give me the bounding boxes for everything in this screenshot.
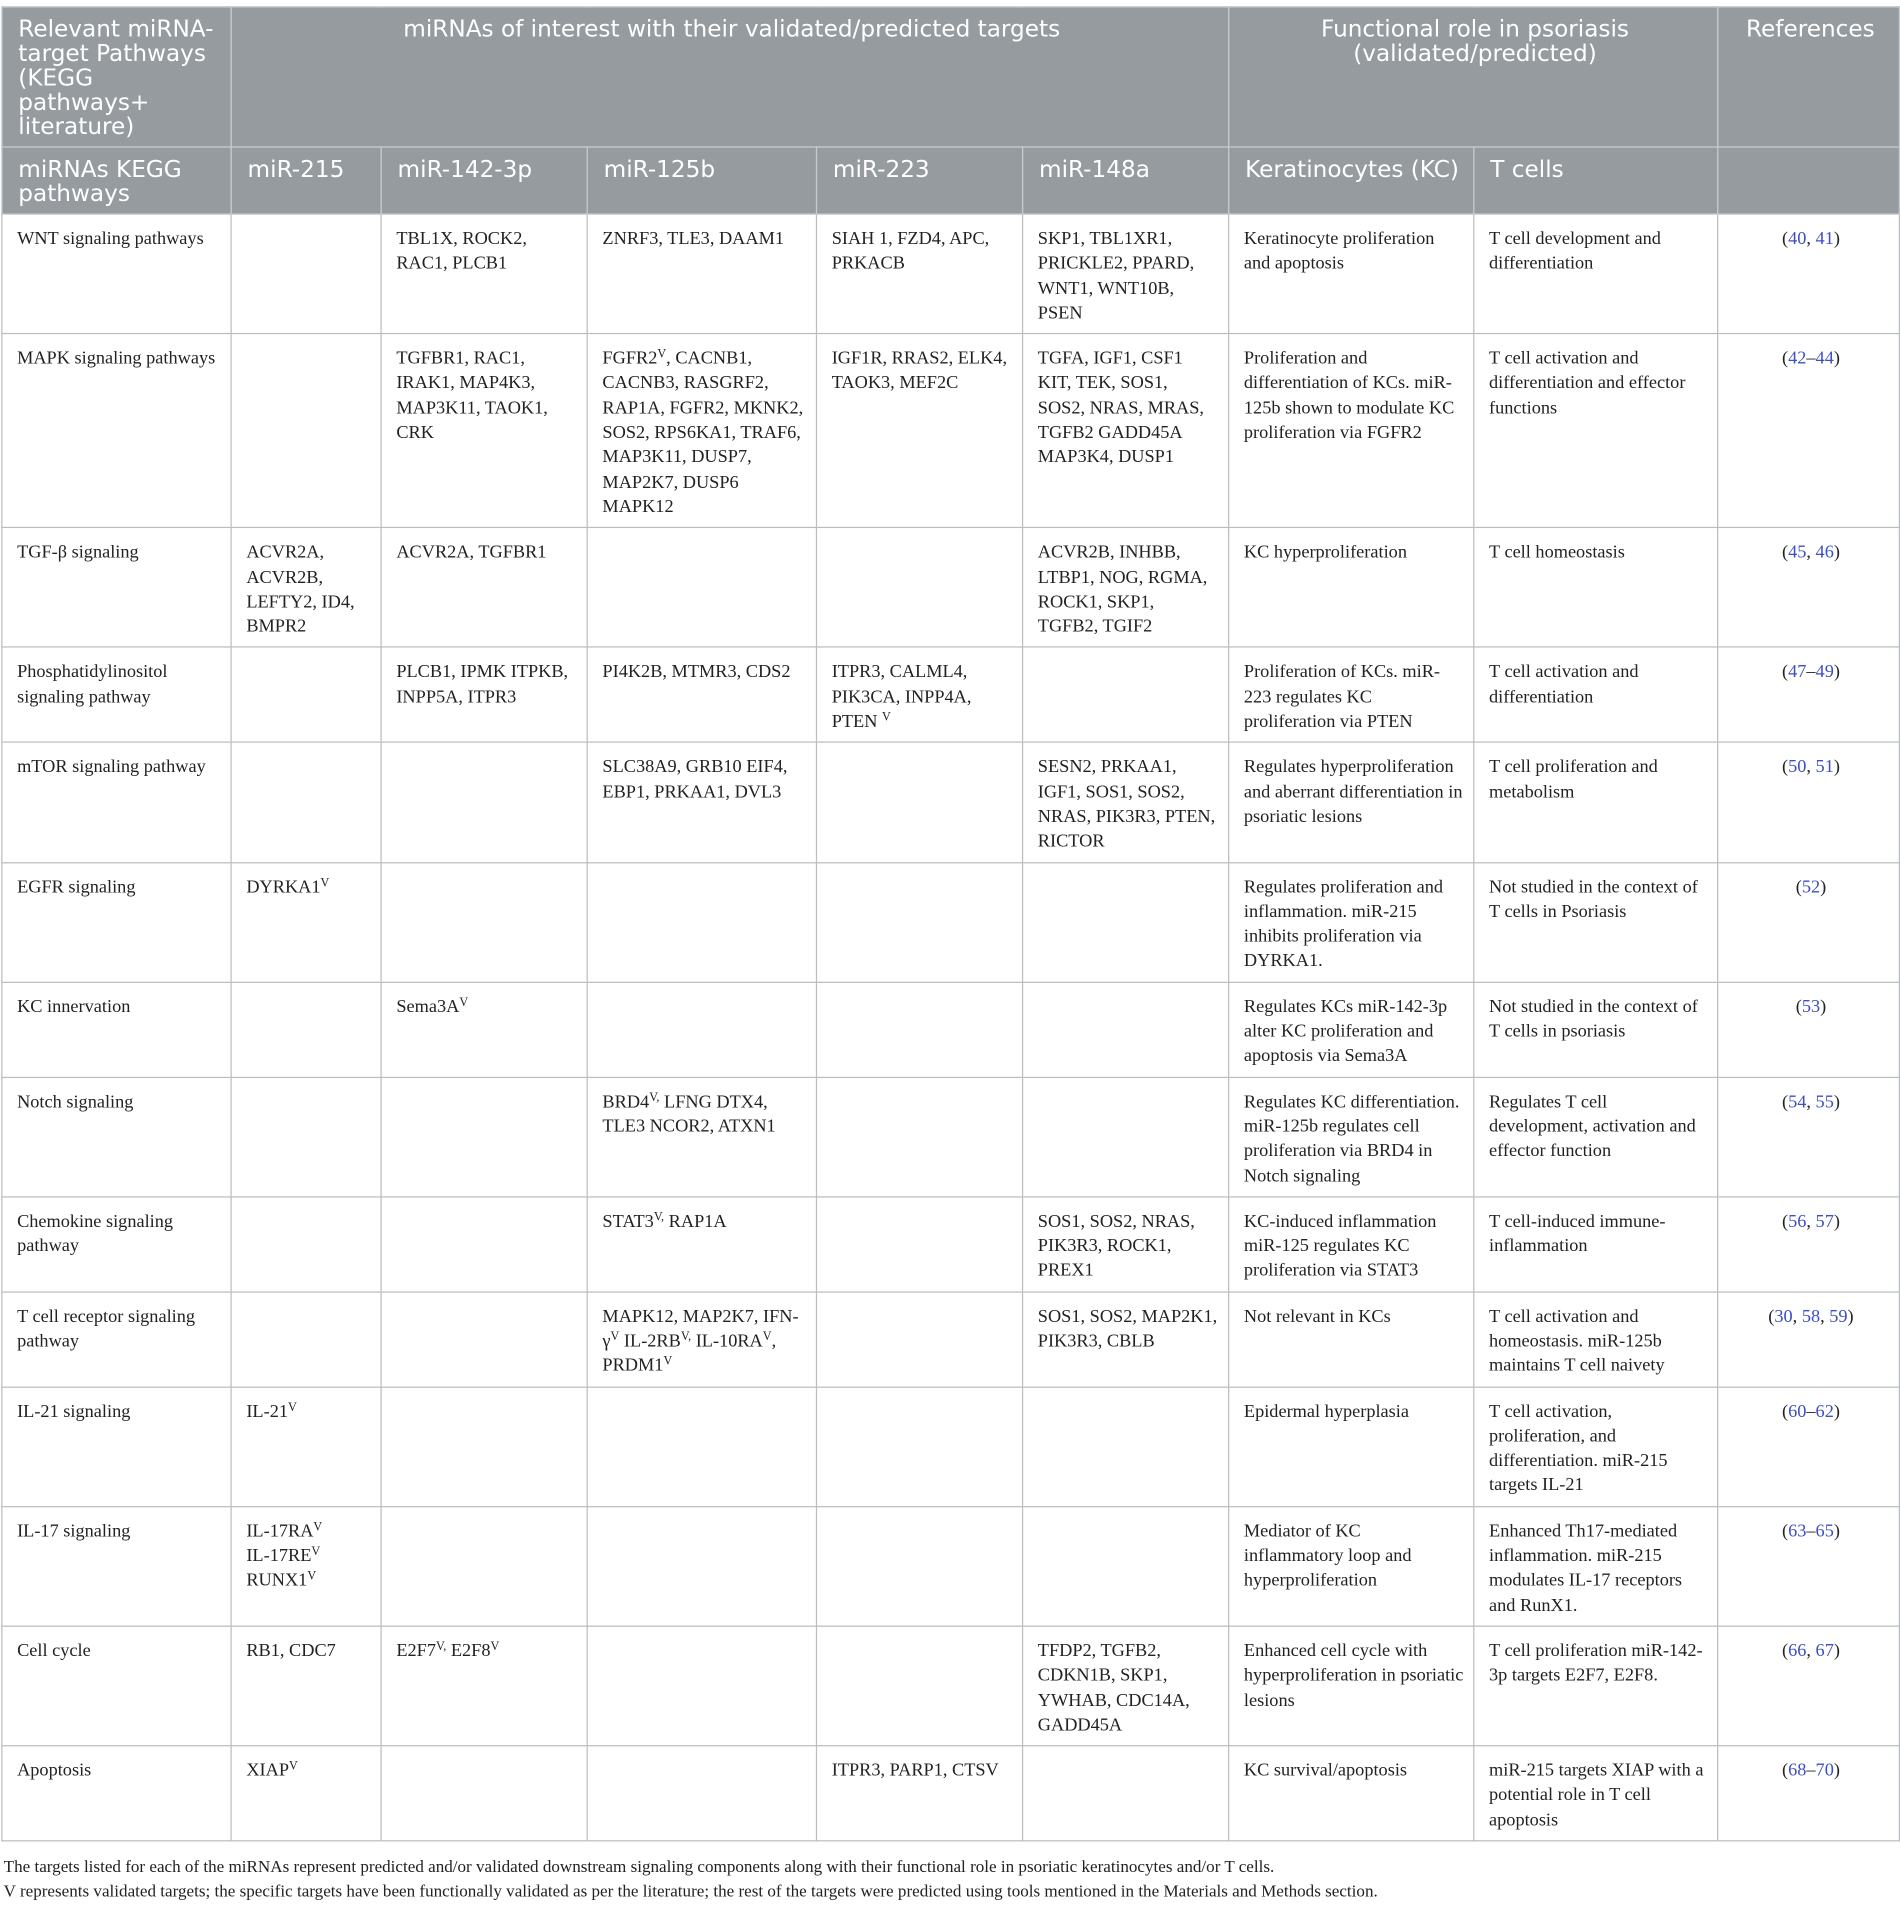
mir-125b-targets: [587, 1506, 816, 1626]
reference-punctuation: –: [1806, 349, 1816, 369]
reference-link[interactable]: 57: [1815, 1211, 1834, 1232]
mir-142-3p-targets: TGFBR1, RAC1, IRAK1, MAP4K3, MAP3K11, TAOK1, CRK: [381, 334, 587, 528]
pathway-cell: mTOR signaling pathway: [2, 742, 231, 862]
mir-223-targets: [816, 1077, 1022, 1197]
mir-142-3p-targets: [381, 1506, 587, 1626]
header-mir-148a: miR-148a: [1023, 147, 1229, 214]
reference-link[interactable]: 53: [1801, 997, 1821, 1017]
reference-link[interactable]: 67: [1815, 1641, 1834, 1661]
references-cell: [1718, 1506, 1900, 1626]
table-body: [2, 214, 1900, 1841]
reference-punctuation: ): [1833, 1092, 1840, 1112]
reference-link[interactable]: 42: [1788, 349, 1807, 369]
reference-punctuation: ): [1833, 1641, 1840, 1661]
reference-link[interactable]: 49: [1815, 662, 1834, 683]
mir-223-targets: [816, 1197, 1022, 1292]
mir-215-targets: RB1, CDC7: [231, 1626, 381, 1746]
header-function-group: Functional role in psoriasis (validated/predicted): [1229, 7, 1718, 147]
reference-punctuation: –: [1806, 662, 1816, 683]
reference-punctuation: (: [1782, 349, 1789, 369]
mir-142-3p-targets: TBL1X, ROCK2, RAC1, PLCB1: [381, 214, 587, 334]
mir-142-3p-targets: [381, 862, 587, 982]
reference-punctuation: ,: [1806, 1211, 1816, 1232]
pathway-cell: Apoptosis: [2, 1746, 231, 1841]
reference-punctuation: ): [1833, 1521, 1840, 1542]
mir-125b-targets: SLC38A9, GRB10 EIF4, EBP1, PRKAA1, DVL3: [587, 742, 816, 862]
keratinocyte-role: Proliferation of KCs. miR-223 regulates KC proliferation via PTEN: [1229, 647, 1474, 742]
mir-223-targets: ITPR3, CALML4, PIK3CA, INPP4A, PTEN $^V$: [816, 647, 1022, 742]
reference-punctuation: ): [1833, 1761, 1840, 1781]
pathway-cell: Notch signaling: [2, 1077, 231, 1197]
references-cell: [1718, 862, 1900, 982]
header-mir-223: miR-223: [816, 147, 1022, 214]
keratinocyte-role: Regulates proliferation and inflammation. miR-215 inhibits proliferation via DYRKA1.: [1229, 862, 1474, 982]
table-footnotes: [0, 1841, 1900, 1904]
t-cell-role: T cell proliferation miR-142-3p targets E2F7, E2F8.: [1474, 1626, 1718, 1746]
reference-punctuation: (: [1782, 543, 1789, 563]
mir-125b-targets: [587, 862, 816, 982]
mir-125b-targets: [587, 1746, 816, 1841]
reference-punctuation: ): [1820, 997, 1827, 1017]
mir-142-3p-targets: PLCB1, IPMK ITPKB, INPP5A, ITPR3: [381, 647, 587, 742]
pathway-cell: KC innervation: [2, 982, 231, 1077]
reference-link[interactable]: 60: [1788, 1401, 1807, 1422]
mir-142-3p-targets: [381, 1387, 587, 1507]
reference-link[interactable]: 41: [1815, 229, 1834, 249]
references-cell: [1718, 528, 1900, 648]
header-references-blank: [1718, 147, 1900, 214]
mir-223-targets: [816, 982, 1022, 1077]
reference-punctuation: (: [1782, 757, 1789, 778]
references-cell: [1718, 1292, 1900, 1387]
keratinocyte-role: Keratinocyte proliferation and apoptosis: [1229, 214, 1474, 334]
mir-148a-targets: [1023, 1077, 1229, 1197]
mir-223-targets: ITPR3, PARP1, CTSV: [816, 1746, 1022, 1841]
mir-223-targets: IGF1R, RRAS2, ELK4, TAOK3, MEF2C: [816, 334, 1022, 528]
reference-link[interactable]: 44: [1815, 349, 1834, 369]
t-cell-role: Not studied in the context of T cells in Psoriasis: [1474, 862, 1718, 982]
reference-punctuation: (: [1782, 1211, 1789, 1232]
reference-punctuation: ): [1833, 229, 1840, 249]
mir-215-targets: [231, 1197, 381, 1292]
mir-148a-targets: ACVR2B, INHBB, LTBP1, NOG, RGMA, ROCK1, SKP1, TGFB2, TGIF2: [1023, 528, 1229, 648]
pathway-cell: Chemokine signaling pathway: [2, 1197, 231, 1292]
reference-link[interactable]: 52: [1801, 877, 1821, 897]
mir-148a-targets: [1023, 1387, 1229, 1507]
pathway-cell: MAPK signaling pathways: [2, 334, 231, 528]
reference-punctuation: (: [1782, 1401, 1789, 1422]
reference-link[interactable]: 54: [1788, 1092, 1807, 1112]
keratinocyte-role: Epidermal hyperplasia: [1229, 1387, 1474, 1507]
keratinocyte-role: KC-induced inflammation miR-125 regulates KC proliferation via STAT3: [1229, 1197, 1474, 1292]
reference-punctuation: (: [1782, 1092, 1789, 1112]
reference-punctuation: ): [1833, 1211, 1840, 1232]
keratinocyte-role: Regulates KCs miR-142-3p alter KC proliferation and apoptosis via Sema3A: [1229, 982, 1474, 1077]
reference-link[interactable]: 59: [1829, 1306, 1848, 1327]
mir-148a-targets: SOS1, SOS2, NRAS, PIK3R3, ROCK1, PREX1: [1023, 1197, 1229, 1292]
reference-punctuation: (: [1782, 1641, 1789, 1661]
mir-142-3p-targets: [381, 1292, 587, 1387]
table-row: [2, 334, 1900, 528]
mir-215-targets: $DYRKA1^V$: [231, 862, 381, 982]
header-keratinocytes: Keratinocytes (KC): [1229, 147, 1474, 214]
mir-142-3p-targets: [381, 1746, 587, 1841]
mir-215-targets: ACVR2A, ACVR2B, LEFTY2, ID4, BMPR2: [231, 528, 381, 648]
mir-148a-targets: SKP1, TBL1XR1, PRICKLE2, PPARD, WNT1, WNT10B, PSEN: [1023, 214, 1229, 334]
mir-125b-targets: ZNRF3, TLE3, DAAM1: [587, 214, 816, 334]
reference-link[interactable]: 45: [1788, 543, 1807, 563]
mir-125b-targets: [587, 1387, 816, 1507]
mir-215-targets: $XIAP^V$: [231, 1746, 381, 1841]
t-cell-role: T cell proliferation and metabolism: [1474, 742, 1718, 862]
mir-223-targets: [816, 528, 1022, 648]
mir-125b-targets: [587, 528, 816, 648]
references-cell: [1718, 1387, 1900, 1507]
t-cell-role: T cell activation and differentiation: [1474, 647, 1718, 742]
mir-215-targets: [231, 1077, 381, 1197]
reference-punctuation: ,: [1820, 1306, 1830, 1327]
t-cell-role: T cell activation and differentiation and effector functions: [1474, 334, 1718, 528]
table-row: [2, 1292, 1900, 1387]
reference-link[interactable]: 51: [1815, 757, 1834, 778]
pathway-cell: IL-21 signaling: [2, 1387, 231, 1507]
mir-223-targets: [816, 742, 1022, 862]
keratinocyte-role: Proliferation and differentiation of KCs. miR-125b shown to modulate KC proliferation via FGFR2: [1229, 334, 1474, 528]
keratinocyte-role: Regulates hyperproliferation and aberrant differentiation in psoriatic lesions: [1229, 742, 1474, 862]
mir-125b-targets: [587, 1626, 816, 1746]
table-row: [2, 214, 1900, 334]
reference-punctuation: ): [1847, 1306, 1854, 1327]
reference-link[interactable]: 58: [1801, 1306, 1821, 1327]
table-row: [2, 1387, 1900, 1507]
reference-punctuation: ): [1833, 349, 1840, 369]
t-cell-role: T cell activation, proliferation, and differentiation. miR-215 targets IL-21: [1474, 1387, 1718, 1507]
mir-125b-targets: $FGFR2^V$, CACNB1, CACNB3, RASGRF2, RAP1A, FGFR2, MKNK2, SOS2, RPS6KA1, TRAF6, MAP3K11, DUSP7, MAP2K7, DUSP6 MAPK12: [587, 334, 816, 528]
table-header: [2, 7, 1900, 214]
table-row: [2, 1626, 1900, 1746]
pathway-cell: T cell receptor signaling pathway: [2, 1292, 231, 1387]
mir-142-3p-targets: $E2F7^{V,}$ $E2F8^V$: [381, 1626, 587, 1746]
pathway-cell: TGF-β signaling: [2, 528, 231, 648]
mir-223-targets: [816, 1506, 1022, 1626]
reference-punctuation: ,: [1806, 757, 1816, 778]
mir-148a-targets: [1023, 982, 1229, 1077]
mir-223-targets: [816, 1387, 1022, 1507]
header-mirnas-group: miRNAs of interest with their validated/predicted targets: [231, 7, 1229, 147]
table-row: [2, 982, 1900, 1077]
table-row: [2, 1746, 1900, 1841]
table-row: [2, 528, 1900, 648]
mir-125b-targets: MAPK12, MAP2K7, IFN-$\gamma^V$ $IL-2RB^{V,}$ $IL-10RA^V$, $PRDM1^V$: [587, 1292, 816, 1387]
reference-link[interactable]: 55: [1815, 1092, 1834, 1112]
t-cell-role: T cell activation and homeostasis. miR-125b maintains T cell naivety: [1474, 1292, 1718, 1387]
references-cell: [1718, 742, 1900, 862]
mir-125b-targets: $BRD4^{V,}$ LFNG DTX4, TLE3 NCOR2, ATXN1: [587, 1077, 816, 1197]
mir-215-targets: [231, 214, 381, 334]
references-cell: [1718, 1077, 1900, 1197]
reference-punctuation: ,: [1806, 1092, 1816, 1112]
table-row: [2, 1506, 1900, 1626]
table-row: [2, 742, 1900, 862]
reference-link[interactable]: 46: [1815, 543, 1834, 563]
mir-148a-targets: [1023, 647, 1229, 742]
keratinocyte-role: Not relevant in KCs: [1229, 1292, 1474, 1387]
reference-link[interactable]: 66: [1788, 1641, 1807, 1661]
table-row: [2, 862, 1900, 982]
mir-142-3p-targets: [381, 742, 587, 862]
reference-punctuation: –: [1806, 1521, 1816, 1542]
references-cell: [1718, 647, 1900, 742]
mir-223-targets: [816, 1626, 1022, 1746]
mir-223-targets: [816, 1292, 1022, 1387]
references-cell: [1718, 982, 1900, 1077]
references-cell: [1718, 334, 1900, 528]
reference-punctuation: (: [1782, 1521, 1789, 1542]
pathway-cell: Phosphatidylinositol signaling pathway: [2, 647, 231, 742]
reference-link[interactable]: 65: [1815, 1521, 1834, 1542]
mir-142-3p-targets: [381, 1077, 587, 1197]
t-cell-role: miR-215 targets XIAP with a potential role in T cell apoptosis: [1474, 1746, 1718, 1841]
table-row: [2, 647, 1900, 742]
reference-punctuation: (: [1782, 1761, 1789, 1781]
reference-punctuation: –: [1806, 1761, 1816, 1781]
header-row-2: [2, 147, 1900, 214]
mir-148a-targets: [1023, 1746, 1229, 1841]
mir-142-3p-targets: ACVR2A, TGFBR1: [381, 528, 587, 648]
references-cell: [1718, 1197, 1900, 1292]
keratinocyte-role: KC survival/apoptosis: [1229, 1746, 1474, 1841]
t-cell-role: T cell homeostasis: [1474, 528, 1718, 648]
keratinocyte-role: Enhanced cell cycle with hyperproliferation in psoriatic lesions: [1229, 1626, 1474, 1746]
references-cell: [1718, 1746, 1900, 1841]
reference-punctuation: ): [1820, 877, 1827, 897]
reference-punctuation: ): [1833, 543, 1840, 563]
reference-punctuation: ,: [1792, 1306, 1802, 1327]
reference-punctuation: ,: [1806, 1641, 1816, 1661]
pathway-cell: IL-17 signaling: [2, 1506, 231, 1626]
table-row: [2, 1197, 1900, 1292]
mir-148a-targets: SESN2, PRKAA1, IGF1, SOS1, SOS2, NRAS, PIK3R3, PTEN, RICTOR: [1023, 742, 1229, 862]
header-pathways: Relevant miRNA-target Pathways (KEGG pathways+ literature): [2, 7, 231, 147]
header-kegg-pathways: miRNAs KEGG pathways: [2, 147, 231, 214]
mir-215-targets: [231, 1292, 381, 1387]
t-cell-role: T cell development and differentiation: [1474, 214, 1718, 334]
footnote-validated: V represents validated targets; the specific targets have been functionally validated as per the literature; the rest of the targets were predicted using tools mentioned in the Materials and Methods section.: [3, 1882, 1378, 1902]
pathway-cell: WNT signaling pathways: [2, 214, 231, 334]
reference-punctuation: ): [1833, 662, 1840, 683]
t-cell-role: T cell-induced immune-inflammation: [1474, 1197, 1718, 1292]
keratinocyte-role: Mediator of KC inflammatory loop and hyperproliferation: [1229, 1506, 1474, 1626]
mir-215-targets: [231, 982, 381, 1077]
reference-punctuation: ,: [1806, 229, 1816, 249]
header-mir-125b: miR-125b: [587, 147, 816, 214]
header-t-cells: T cells: [1474, 147, 1718, 214]
reference-link[interactable]: 63: [1788, 1521, 1807, 1542]
reference-link[interactable]: 68: [1788, 1761, 1807, 1781]
header-row-1: [2, 7, 1900, 147]
mirna-pathway-table: [1, 6, 1900, 1841]
reference-link[interactable]: 30: [1774, 1306, 1793, 1327]
references-cell: [1718, 214, 1900, 334]
mir-148a-targets: [1023, 1506, 1229, 1626]
mir-215-targets: [231, 334, 381, 528]
mir-215-targets: $IL-21^V$: [231, 1387, 381, 1507]
reference-punctuation: ): [1833, 1401, 1840, 1422]
mir-215-targets: [231, 742, 381, 862]
mir-148a-targets: SOS1, SOS2, MAP2K1, PIK3R3, CBLB: [1023, 1292, 1229, 1387]
header-references: References: [1718, 7, 1900, 147]
mir-148a-targets: [1023, 862, 1229, 982]
reference-link[interactable]: 50: [1788, 757, 1807, 778]
reference-link[interactable]: 47: [1788, 662, 1807, 683]
t-cell-role: Enhanced Th17-mediated inflammation. miR-215 modulates IL-17 receptors and RunX1.: [1474, 1506, 1718, 1626]
footnote-targets: The targets listed for each of the miRNAs represent predicted and/or validated downstream signaling components along with their functional role in psoriatic keratinocytes and/or T cells.: [3, 1858, 1275, 1877]
reference-punctuation: –: [1806, 1401, 1816, 1422]
reference-punctuation: (: [1782, 662, 1789, 683]
mir-148a-targets: TFDP2, TGFB2, CDKN1B, SKP1, YWHAB, CDC14A, GADD45A: [1023, 1626, 1229, 1746]
reference-link[interactable]: 40: [1788, 229, 1807, 249]
references-cell: [1718, 1626, 1900, 1746]
reference-punctuation: (: [1782, 229, 1789, 249]
keratinocyte-role: Regulates KC differentiation. miR-125b regulates cell proliferation via BRD4 in Notch signaling: [1229, 1077, 1474, 1197]
header-mir-142-3p: miR-142-3p: [381, 147, 587, 214]
reference-link[interactable]: 62: [1815, 1401, 1834, 1422]
header-mir-215: miR-215: [231, 147, 381, 214]
pathway-cell: EGFR signaling: [2, 862, 231, 982]
mir-125b-targets: [587, 982, 816, 1077]
reference-punctuation: ,: [1806, 543, 1816, 563]
reference-link[interactable]: 70: [1815, 1761, 1834, 1781]
reference-punctuation: (: [1795, 877, 1802, 897]
reference-link[interactable]: 56: [1788, 1211, 1807, 1232]
mir-142-3p-targets: [381, 1197, 587, 1292]
mir-223-targets: [816, 862, 1022, 982]
reference-punctuation: ): [1833, 757, 1840, 778]
mir-142-3p-targets: $Sema3A^V$: [381, 982, 587, 1077]
t-cell-role: Not studied in the context of T cells in psoriasis: [1474, 982, 1718, 1077]
mir-125b-targets: $STAT3^{V,}$ RAP1A: [587, 1197, 816, 1292]
table-row: [2, 1077, 1900, 1197]
mir-223-targets: SIAH 1, FZD4, APC, PRKACB: [816, 214, 1022, 334]
mir-215-targets: [231, 647, 381, 742]
mir-148a-targets: TGFA, IGF1, CSF1 KIT, TEK, SOS1, SOS2, NRAS, MRAS, TGFB2 GADD45A MAP3K4, DUSP1: [1023, 334, 1229, 528]
mir-125b-targets: PI4K2B, MTMR3, CDS2: [587, 647, 816, 742]
t-cell-role: Regulates T cell development, activation and effector function: [1474, 1077, 1718, 1197]
reference-punctuation: (: [1768, 1306, 1775, 1327]
pathway-cell: Cell cycle: [2, 1626, 231, 1746]
reference-punctuation: (: [1795, 997, 1802, 1017]
keratinocyte-role: KC hyperproliferation: [1229, 528, 1474, 648]
mir-215-targets: $IL-17RA^V$ $IL-17RE^V$ $RUNX1^V$: [231, 1506, 381, 1626]
